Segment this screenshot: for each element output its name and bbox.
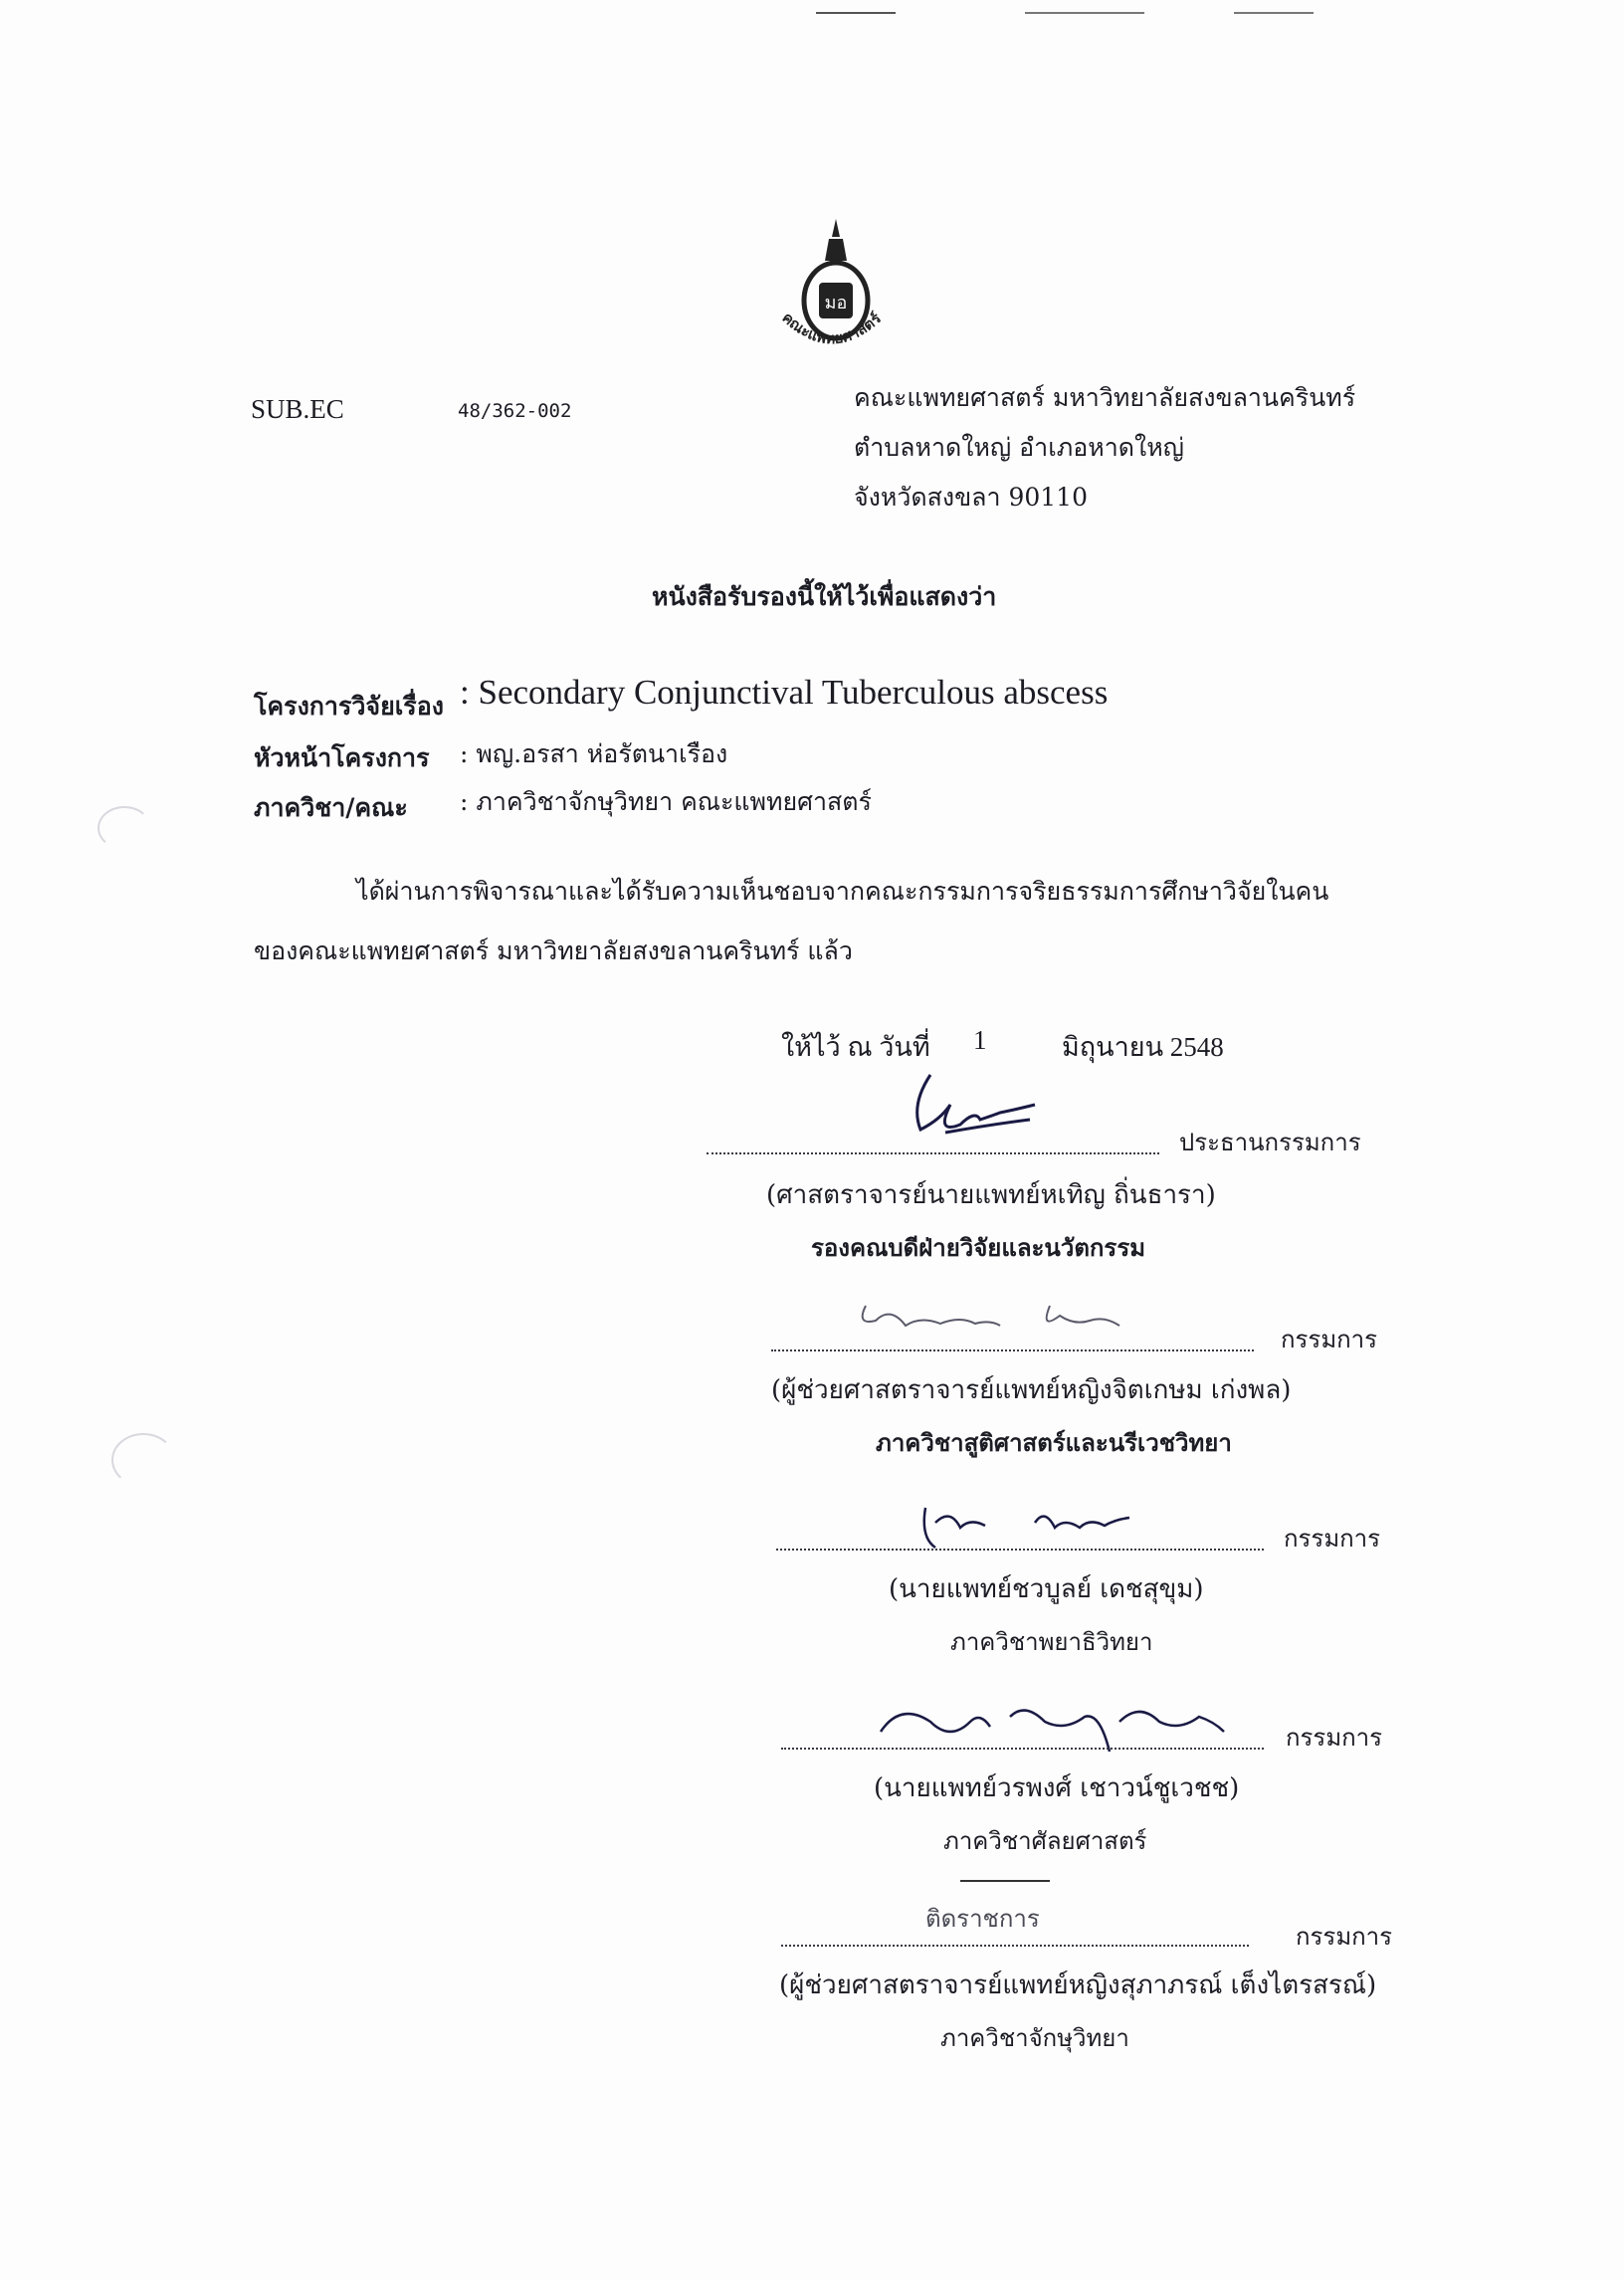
signatory-5-role: กรรมการ	[1296, 1923, 1393, 1951]
faculty-seal-emblem	[761, 209, 911, 358]
project-dept-label: ภาควิชา/คณะ	[254, 793, 408, 822]
project-dept-value: : ภาควิชาจักษุวิทยา คณะแพทยศาสตร์	[460, 787, 872, 816]
signatory-1-role: ประธานกรรมการ	[1179, 1129, 1361, 1156]
body-line-1: ได้ผ่านการพิจารณาและได้รับความเห็นชอบจากคณะกรรมการจริยธรรมการศึกษาวิจัยในคน	[356, 877, 1329, 906]
date-month-year: มิถุนายน 2548	[1062, 1032, 1224, 1062]
svg-text:มอ: มอ	[824, 293, 848, 313]
signatory-2-role: กรรมการ	[1281, 1326, 1378, 1353]
project-head-value: : พญ.อรสา ห่อรัตนาเรือง	[460, 739, 728, 768]
signature-line-3	[776, 1549, 1264, 1551]
signatory-2-name: (ผู้ช่วยศาสตราจารย์แพทย์หญิงจิตเกษม เก่งพล)	[771, 1375, 1292, 1405]
seal-text: คณะแพทยศาสตร์	[778, 308, 885, 348]
punch-hole-mark	[98, 806, 151, 850]
signature-line-1	[707, 1152, 1159, 1154]
signatory-3-position: ภาควิชาพยาธิวิทยา	[950, 1628, 1153, 1656]
project-title-label: โครงการวิจัยเรื่อง	[254, 692, 444, 721]
signatory-4-role: กรรมการ	[1286, 1724, 1383, 1752]
date-prefix: ให้ไว้ ณ วันที่	[781, 1032, 930, 1062]
signature-1	[901, 1065, 1040, 1140]
punch-hole-mark	[111, 1433, 175, 1487]
note-overline	[960, 1880, 1050, 1882]
certificate-heading: หนังสือรับรองนี้ให้ไว้เพื่อแสดงว่า	[652, 582, 997, 611]
reference-label: SUB.EC	[251, 394, 344, 424]
signature-line-4	[781, 1748, 1264, 1750]
project-title-value: : Secondary Conjunctival Tuberculous abscess	[460, 673, 1109, 712]
signature-line-5	[781, 1945, 1249, 1947]
project-head-label: หัวหน้าโครงการ	[254, 743, 430, 772]
signatory-3-name: (นายแพทย์ชวบูลย์ เดชสุขุม)	[889, 1574, 1204, 1604]
address-line-3: จังหวัดสงขลา 90110	[854, 483, 1088, 512]
signatory-1-position: รองคณบดีฝ่ายวิจัยและนวัตกรรม	[811, 1233, 1146, 1262]
signature-2	[851, 1286, 1149, 1346]
scan-edge-mark	[816, 10, 1314, 16]
signatory-4-name: (นายแพทย์วรพงศ์ เชาวน์ชูเวชช)	[874, 1773, 1240, 1803]
signature-4	[871, 1692, 1239, 1762]
date-day: 1	[973, 1025, 987, 1055]
signatory-5-name: (ผู้ช่วยศาสตราจารย์แพทย์หญิงสุภาภรณ์ เต็งไตรสรณ์)	[779, 1970, 1377, 2000]
signatory-4-position: ภาควิชาศัลยศาสตร์	[943, 1827, 1147, 1855]
signatory-1-name: (ศาสตราจารย์นายแพทย์หเทิญ ถิ่นธารา)	[766, 1180, 1216, 1210]
reference-number: 48/362-002	[458, 400, 572, 422]
body-line-2: ของคณะแพทยศาสตร์ มหาวิทยาลัยสงขลานครินทร์ แล้ว	[254, 936, 853, 965]
address-line-1: คณะแพทยศาสตร์ มหาวิทยาลัยสงขลานครินทร์	[854, 383, 1356, 412]
signatory-3-role: กรรมการ	[1284, 1525, 1381, 1553]
signatory-5-position: ภาควิชาจักษุวิทยา	[940, 2024, 1129, 2052]
signature-line-2	[771, 1349, 1254, 1351]
address-line-2: ตำบลหาดใหญ่ อำเภอหาดใหญ่	[854, 433, 1184, 462]
signatory-5-note: ติดราชการ	[925, 1905, 1040, 1933]
signatory-2-position: ภาควิชาสูติศาสตร์และนรีเวชวิทยา	[876, 1428, 1232, 1457]
